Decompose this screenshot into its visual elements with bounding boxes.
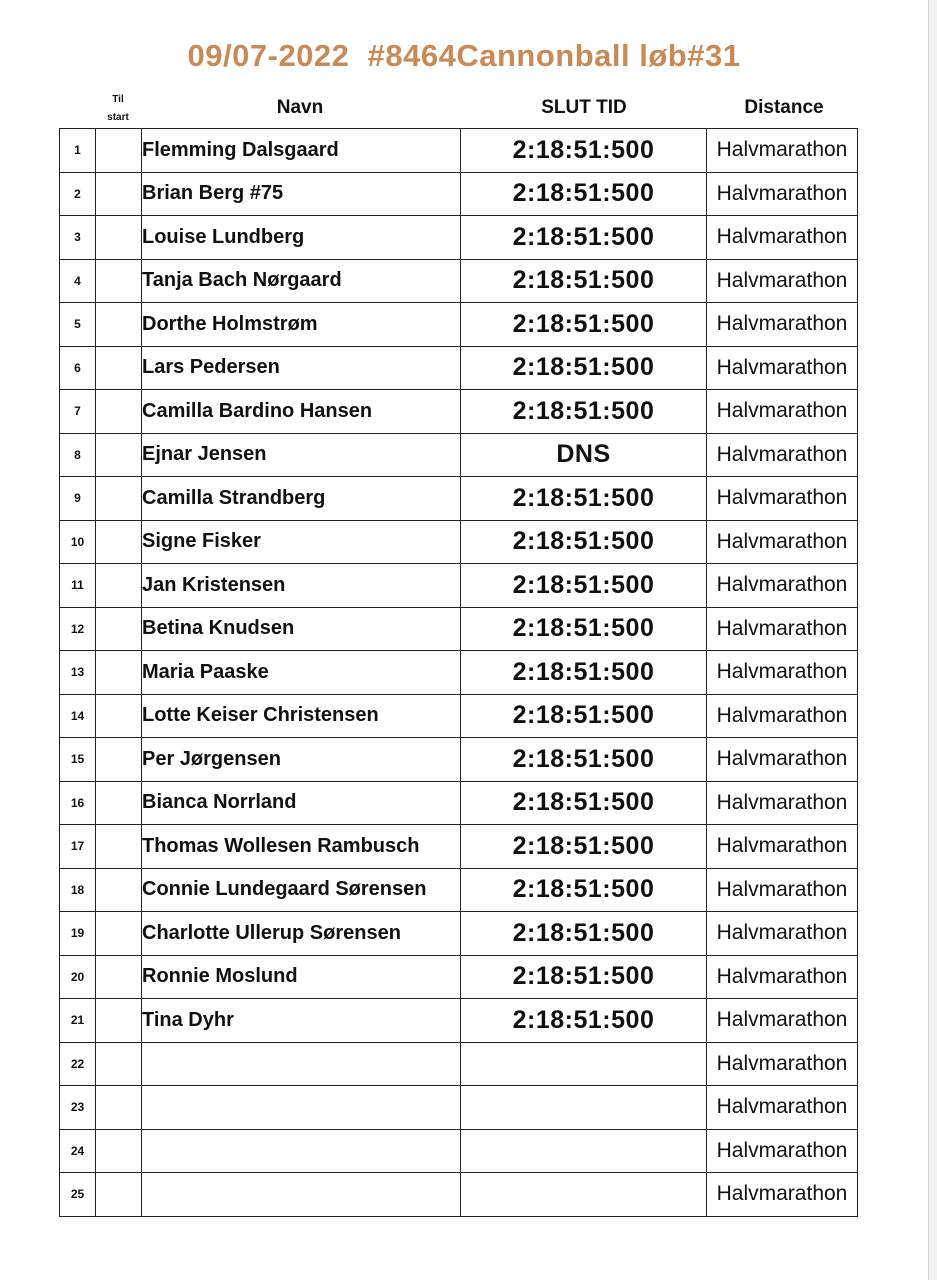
distance-cell: Halvmarathon <box>707 955 858 999</box>
row-number: 6 <box>60 346 96 390</box>
results-table <box>59 128 858 1217</box>
runner-name: Tanja Bach Nørgaard <box>142 259 461 303</box>
finish-time <box>461 1173 707 1217</box>
start-cell <box>96 912 142 956</box>
row-number: 25 <box>60 1173 96 1217</box>
runner-name: Signe Fisker <box>142 520 461 564</box>
runner-name: Charlotte Ullerup Sørensen <box>142 912 461 956</box>
finish-time: 2:18:51:500 <box>461 825 707 869</box>
row-number: 20 <box>60 955 96 999</box>
table-row <box>60 694 858 738</box>
table-row <box>60 651 858 695</box>
distance-cell: Halvmarathon <box>707 912 858 956</box>
finish-time: 2:18:51:500 <box>461 607 707 651</box>
table-row <box>60 346 858 390</box>
distance-cell: Halvmarathon <box>707 781 858 825</box>
runner-name: Louise Lundberg <box>142 216 461 260</box>
table-row <box>60 520 858 564</box>
start-cell <box>96 259 142 303</box>
start-cell <box>96 1129 142 1173</box>
distance-cell: Halvmarathon <box>707 607 858 651</box>
distance-cell: Halvmarathon <box>707 390 858 434</box>
runner-name: Camilla Bardino Hansen <box>142 390 461 434</box>
start-cell <box>96 1173 142 1217</box>
finish-time: 2:18:51:500 <box>461 216 707 260</box>
distance-cell: Halvmarathon <box>707 1086 858 1130</box>
finish-time: 2:18:51:500 <box>461 259 707 303</box>
row-number: 16 <box>60 781 96 825</box>
table-row <box>60 433 858 477</box>
row-number: 3 <box>60 216 96 260</box>
finish-time: DNS <box>461 433 707 477</box>
table-row <box>60 129 858 173</box>
distance-cell: Halvmarathon <box>707 1173 858 1217</box>
row-number: 19 <box>60 912 96 956</box>
runner-name: Thomas Wollesen Rambusch <box>142 825 461 869</box>
distance-cell: Halvmarathon <box>707 651 858 695</box>
finish-time: 2:18:51:500 <box>461 564 707 608</box>
distance-cell: Halvmarathon <box>707 259 858 303</box>
runner-name: Ejnar Jensen <box>142 433 461 477</box>
row-number: 9 <box>60 477 96 521</box>
runner-name: Bianca Norrland <box>142 781 461 825</box>
start-cell <box>96 1042 142 1086</box>
start-cell <box>96 738 142 782</box>
runner-name: Dorthe Holmstrøm <box>142 303 461 347</box>
start-cell <box>96 520 142 564</box>
start-cell <box>96 1086 142 1130</box>
distance-cell: Halvmarathon <box>707 172 858 216</box>
finish-time: 2:18:51:500 <box>461 694 707 738</box>
runner-name: Lotte Keiser Christensen <box>142 694 461 738</box>
table-row <box>60 825 858 869</box>
distance-cell: Halvmarathon <box>707 999 858 1043</box>
row-number: 11 <box>60 564 96 608</box>
start-cell <box>96 564 142 608</box>
page-title: 09/07-2022 #8464Cannonball løb#31 <box>187 38 741 73</box>
start-cell <box>96 825 142 869</box>
header-start-line2: start <box>107 112 129 123</box>
header-name: Navn <box>276 97 324 118</box>
start-cell <box>96 694 142 738</box>
finish-time: 2:18:51:500 <box>461 781 707 825</box>
table-row <box>60 1042 858 1086</box>
table-row <box>60 607 858 651</box>
row-number: 22 <box>60 1042 96 1086</box>
runner-name <box>142 1042 461 1086</box>
start-cell <box>96 346 142 390</box>
start-cell <box>96 129 142 173</box>
runner-name: Brian Berg #75 <box>142 172 461 216</box>
row-number: 18 <box>60 868 96 912</box>
row-number: 24 <box>60 1129 96 1173</box>
header-start <box>97 91 139 127</box>
table-row <box>60 477 858 521</box>
finish-time: 2:18:51:500 <box>461 129 707 173</box>
table-row <box>60 172 858 216</box>
finish-time: 2:18:51:500 <box>461 999 707 1043</box>
runner-name: Camilla Strandberg <box>142 477 461 521</box>
finish-time <box>461 1042 707 1086</box>
header-time: SLUT TID <box>541 97 627 118</box>
finish-time: 2:18:51:500 <box>461 912 707 956</box>
table-row <box>60 259 858 303</box>
finish-time: 2:18:51:500 <box>461 303 707 347</box>
distance-cell: Halvmarathon <box>707 129 858 173</box>
row-number: 23 <box>60 1086 96 1130</box>
distance-cell: Halvmarathon <box>707 564 858 608</box>
distance-cell: Halvmarathon <box>707 1042 858 1086</box>
start-cell <box>96 303 142 347</box>
table-row <box>60 216 858 260</box>
finish-time: 2:18:51:500 <box>461 955 707 999</box>
runner-name <box>142 1129 461 1173</box>
start-cell <box>96 999 142 1043</box>
start-cell <box>96 781 142 825</box>
finish-time <box>461 1129 707 1173</box>
row-number: 7 <box>60 390 96 434</box>
runner-name: Ronnie Moslund <box>142 955 461 999</box>
table-row <box>60 955 858 999</box>
row-number: 4 <box>60 259 96 303</box>
distance-cell: Halvmarathon <box>707 694 858 738</box>
table-row <box>60 912 858 956</box>
start-cell <box>96 216 142 260</box>
distance-cell: Halvmarathon <box>707 868 858 912</box>
start-cell <box>96 868 142 912</box>
row-number: 8 <box>60 433 96 477</box>
distance-cell: Halvmarathon <box>707 825 858 869</box>
table-row <box>60 999 858 1043</box>
runner-name: Flemming Dalsgaard <box>142 129 461 173</box>
finish-time: 2:18:51:500 <box>461 172 707 216</box>
row-number: 2 <box>60 172 96 216</box>
distance-cell: Halvmarathon <box>707 477 858 521</box>
table-row <box>60 738 858 782</box>
row-number: 5 <box>60 303 96 347</box>
header-distance: Distance <box>744 97 824 118</box>
runner-name: Per Jørgensen <box>142 738 461 782</box>
finish-time: 2:18:51:500 <box>461 346 707 390</box>
row-number: 1 <box>60 129 96 173</box>
table-row <box>60 1173 858 1217</box>
finish-time <box>461 1086 707 1130</box>
start-cell <box>96 955 142 999</box>
header-start-line1: Til <box>112 94 124 105</box>
runner-name: Maria Paaske <box>142 651 461 695</box>
distance-cell: Halvmarathon <box>707 520 858 564</box>
start-cell <box>96 607 142 651</box>
distance-cell: Halvmarathon <box>707 303 858 347</box>
row-number: 17 <box>60 825 96 869</box>
distance-cell: Halvmarathon <box>707 433 858 477</box>
runner-name: Betina Knudsen <box>142 607 461 651</box>
row-number: 10 <box>60 520 96 564</box>
table-row <box>60 390 858 434</box>
start-cell <box>96 477 142 521</box>
row-number: 15 <box>60 738 96 782</box>
table-row <box>60 303 858 347</box>
row-number: 12 <box>60 607 96 651</box>
runner-name: Jan Kristensen <box>142 564 461 608</box>
runner-name: Lars Pedersen <box>142 346 461 390</box>
start-cell <box>96 651 142 695</box>
table-row <box>60 868 858 912</box>
results-table-body <box>60 129 858 1217</box>
finish-time: 2:18:51:500 <box>461 477 707 521</box>
finish-time: 2:18:51:500 <box>461 738 707 782</box>
finish-time: 2:18:51:500 <box>461 520 707 564</box>
start-cell <box>96 390 142 434</box>
table-row <box>60 564 858 608</box>
start-cell <box>96 433 142 477</box>
table-row <box>60 781 858 825</box>
start-cell <box>96 172 142 216</box>
runner-name: Tina Dyhr <box>142 999 461 1043</box>
distance-cell: Halvmarathon <box>707 738 858 782</box>
runner-name <box>142 1086 461 1130</box>
table-row <box>60 1129 858 1173</box>
distance-cell: Halvmarathon <box>707 346 858 390</box>
distance-cell: Halvmarathon <box>707 216 858 260</box>
row-number: 13 <box>60 651 96 695</box>
finish-time: 2:18:51:500 <box>461 868 707 912</box>
row-number: 21 <box>60 999 96 1043</box>
distance-cell: Halvmarathon <box>707 1129 858 1173</box>
row-number: 14 <box>60 694 96 738</box>
finish-time: 2:18:51:500 <box>461 390 707 434</box>
table-row <box>60 1086 858 1130</box>
runner-name: Connie Lundegaard Sørensen <box>142 868 461 912</box>
finish-time: 2:18:51:500 <box>461 651 707 695</box>
runner-name <box>142 1173 461 1217</box>
